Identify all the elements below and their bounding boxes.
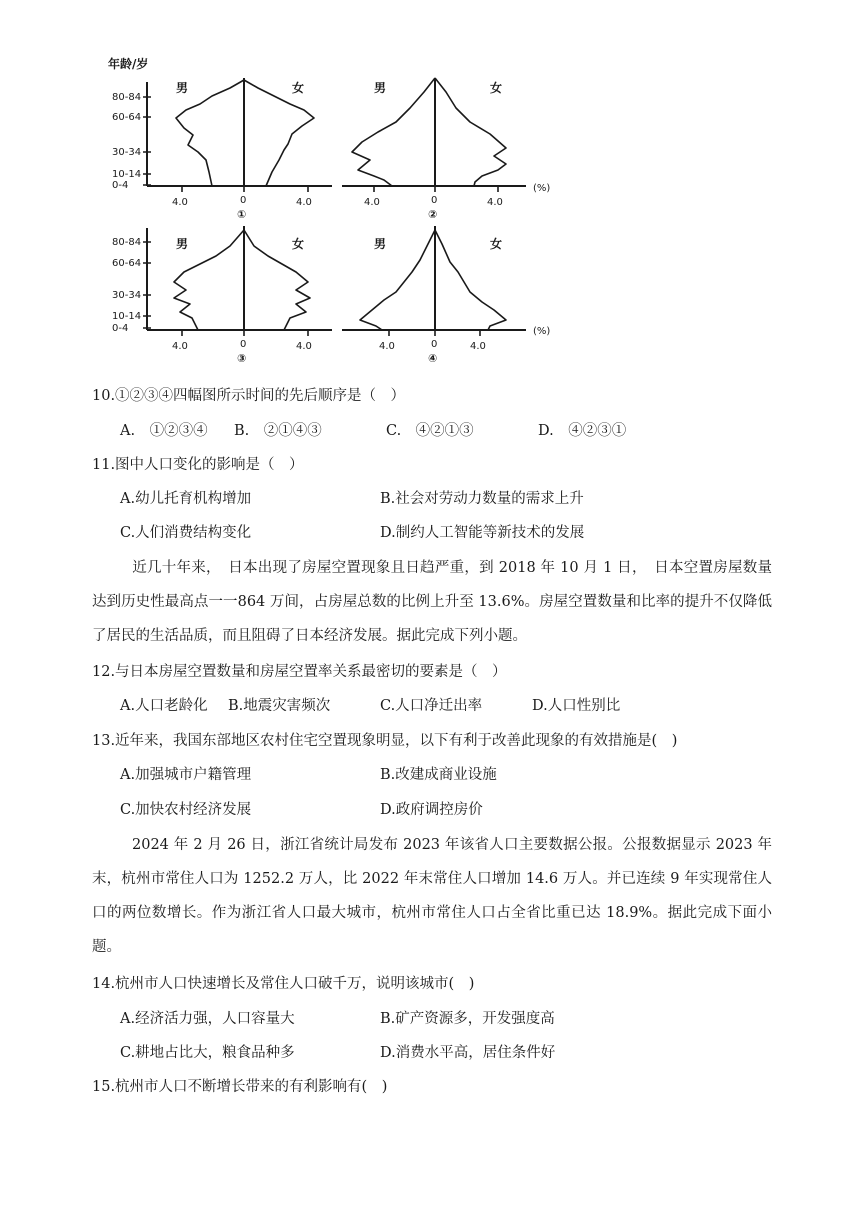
tick-left-4: 4.0 <box>379 341 395 352</box>
male-label: 男 <box>176 81 189 95</box>
male-label: 男 <box>374 237 387 251</box>
q13-option-c[interactable]: C.加快农村经济发展 <box>120 802 252 818</box>
percent-unit: (%) <box>533 326 551 337</box>
age-label-10-14: 10-14 <box>112 169 142 180</box>
passage-japan <box>92 551 772 653</box>
tick-left-4: 4.0 <box>172 341 188 352</box>
tick-zero: 0 <box>431 195 438 206</box>
male-label: 男 <box>374 81 387 95</box>
panel-id-2: ② <box>428 208 438 221</box>
age-label-80-84: 80-84 <box>112 92 142 103</box>
tick-right-4: 4.0 <box>487 197 503 208</box>
q11-option-a[interactable]: A.幼儿托育机构增加 <box>120 491 252 507</box>
tick-zero: 0 <box>240 339 247 350</box>
question-12-stem: 12.与日本房屋空置数量和房屋空置率关系最密切的要素是（ ） <box>92 664 507 680</box>
q11-option-d[interactable]: D.制约人工智能等新技术的发展 <box>380 525 585 541</box>
q10-option-a[interactable]: A. ①②③④ <box>120 423 208 439</box>
q12-option-c[interactable]: C.人口净迁出率 <box>380 698 483 714</box>
panel-id-4: ④ <box>428 352 438 365</box>
panel-id-3: ③ <box>237 352 247 365</box>
age-label-60-64: 60-64 <box>112 258 142 269</box>
pyramid-panel-4 <box>342 226 550 365</box>
tick-zero: 0 <box>240 195 247 206</box>
percent-unit: (%) <box>533 183 551 194</box>
question-15-stem: 15.杭州市人口不断增长带来的有利影响有( ) <box>92 1079 388 1095</box>
age-label-0-4: 0-4 <box>112 323 129 334</box>
tick-right-4: 4.0 <box>296 341 312 352</box>
q10-option-d[interactable]: D. ④②③① <box>538 423 627 439</box>
question-14-stem: 14.杭州市人口快速增长及常住人口破千万，说明该城市( ) <box>92 976 475 992</box>
q14-option-a[interactable]: A.经济活力强，人口容量大 <box>120 1011 295 1027</box>
female-label: 女 <box>292 81 305 95</box>
q12-option-d[interactable]: D.人口性别比 <box>532 698 621 714</box>
passage-japan-text: 近几十年来， 日本出现了房屋空置现象且日趋严重，到 2018 年 10 月 1 日， 日本空置房屋数量达到历史性最高点一一864 万间，占房屋总数的比例上升至 13.6%。房屋空置数量和比率的提升不仅降低了居民的生活品质，而且阻碍了日本经济发展。据此完成下列小题。 <box>92 560 772 644</box>
tick-zero: 0 <box>431 339 438 350</box>
q14-option-d[interactable]: D.消费水平高，居住条件好 <box>380 1045 556 1061</box>
question-13-stem: 13.近年来，我国东部地区农村住宅空置现象明显，以下有利于改善此现象的有效措施是( ) <box>92 733 678 749</box>
age-label-30-34: 30-34 <box>112 147 142 158</box>
male-label: 男 <box>176 237 189 251</box>
age-label-0-4: 0-4 <box>112 180 129 191</box>
pyramid-panel-2 <box>342 78 550 221</box>
age-label-30-34: 30-34 <box>112 290 142 301</box>
panel-id-1: ① <box>237 208 247 221</box>
q14-option-c[interactable]: C.耕地占比大，粮食品种多 <box>120 1045 295 1061</box>
pyramid-panel-1 <box>112 78 332 221</box>
pyramid-panel-3 <box>112 226 332 365</box>
q13-option-b[interactable]: B.改建成商业设施 <box>380 767 497 783</box>
question-10-stem: 10.①②③④四幅图所示时间的先后顺序是（ ） <box>92 388 406 404</box>
q10-option-c[interactable]: C. ④②①③ <box>386 423 474 439</box>
q12-option-a[interactable]: A.人口老龄化 <box>120 698 208 714</box>
q11-option-c[interactable]: C.人们消费结构变化 <box>120 525 252 541</box>
q10-option-b[interactable]: B. ②①④③ <box>234 423 322 439</box>
age-label-60-64: 60-64 <box>112 112 142 123</box>
age-label-10-14: 10-14 <box>112 311 142 322</box>
age-label-80-84: 80-84 <box>112 237 142 248</box>
female-label: 女 <box>490 237 503 251</box>
tick-left-4: 4.0 <box>364 197 380 208</box>
tick-right-4: 4.0 <box>470 341 486 352</box>
q13-option-a[interactable]: A.加强城市户籍管理 <box>120 767 252 783</box>
y-axis-title: 年龄/岁 <box>108 57 149 71</box>
q14-option-b[interactable]: B.矿产资源多，开发强度高 <box>380 1011 555 1027</box>
passage-hangzhou <box>92 828 772 964</box>
q12-option-b[interactable]: B.地震灾害频次 <box>228 698 331 714</box>
passage-hangzhou-text: 2024 年 2 月 26 日，浙江省统计局发布 2023 年该省人口主要数据公报。公报数据显示 2023 年末，杭州市常住人口为 1252.2 万人，比 2022 年末常住人口增加 14.6 万人。并已连续 9 年实现常住人口的两位数增长。作为浙江省人口最大城市，杭州市常住人口占全省比重已达 18.9%。据此完成下面小题。 <box>92 837 772 955</box>
tick-right-4: 4.0 <box>296 197 312 208</box>
q13-option-d[interactable]: D.政府调控房价 <box>380 802 483 818</box>
population-pyramids-figure <box>0 0 600 372</box>
female-label: 女 <box>490 81 503 95</box>
question-11-stem: 11.图中人口变化的影响是（ ） <box>92 457 304 473</box>
q11-option-b[interactable]: B.社会对劳动力数量的需求上升 <box>380 491 584 507</box>
tick-left-4: 4.0 <box>172 197 188 208</box>
female-label: 女 <box>292 237 305 251</box>
